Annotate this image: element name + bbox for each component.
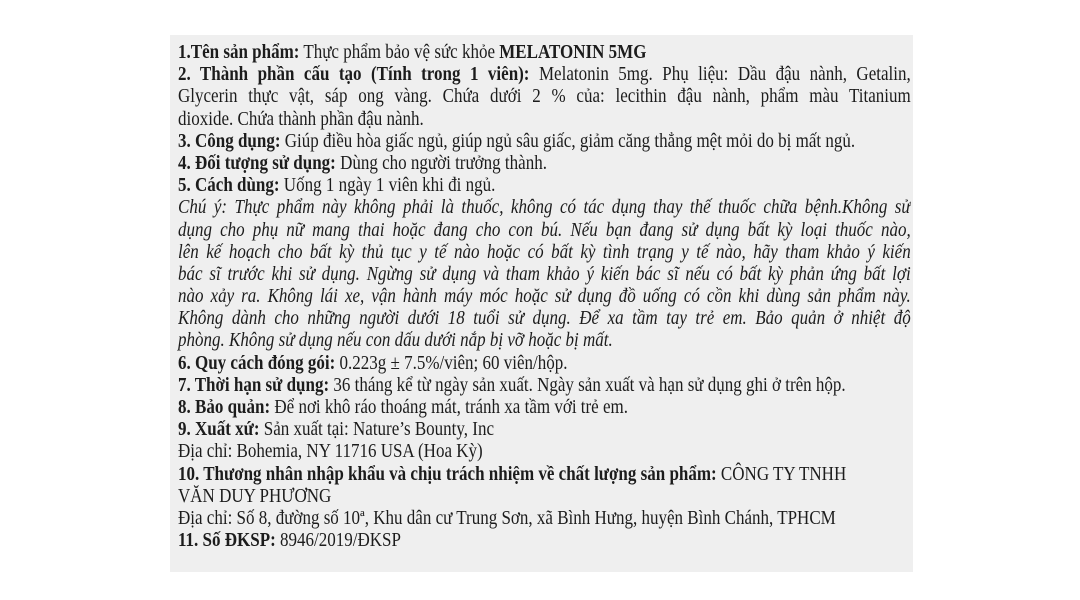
caution-line (178, 263, 911, 285)
line-text: 0.223g ± 7.5%/viên; 60 viên/hộp. (335, 351, 568, 374)
caution-line (178, 307, 911, 329)
line-text: lên kế hoạch cho bất kỳ thủ tục y tế nào hoặc có bất kỳ tình trạng y tế nào, hãy tham khảo ý kiến (178, 240, 911, 263)
line-text: Melatonin 5mg. Phụ liệu: Dầu đậu nành, Getalin, (529, 63, 911, 86)
line-label: 6. Quy cách đóng gói: (178, 351, 336, 374)
line-label: 7. Thời hạn sử dụng: (178, 373, 330, 396)
line-text: Chú ý: Thực phẩm này không phải là thuốc, không có tác dụng thay thế thuốc chữa bệnh.Không sử (178, 196, 911, 219)
info-line (178, 108, 911, 130)
line-text: dioxide. Chứa thành phần đậu nành. (178, 107, 424, 130)
line-text: 8946/2019/ĐKSP (275, 529, 401, 552)
line-text: Để nơi khô ráo thoáng mát, tránh xa tầm với trẻ em. (270, 396, 629, 418)
line-label: 11. Số ĐKSP: (178, 529, 276, 552)
line-label: 1.Tên sản phẩm: (178, 41, 300, 63)
line-text: Giúp điều hòa giấc ngủ, giúp ngủ sâu giấc, giảm căng thẳng mệt mỏi do bị mất ngủ. (280, 129, 856, 152)
info-line (178, 440, 911, 462)
line-label: 8. Bảo quản: (178, 396, 271, 418)
line-label: 10. Thương nhân nhập khẩu và chịu trách nhiệm về chất lượng sản phẩm: (178, 462, 717, 485)
caution-line (178, 196, 911, 218)
line-label: MELATONIN 5MG (499, 41, 647, 63)
line-label: 4. Đối tượng sử dụng: (178, 151, 336, 174)
line-text: dụng cho phụ nữ mang thai hoặc đang cho con bú. Nếu bạn đang sử dụng bất kỳ loại thuốc nào, (178, 218, 911, 241)
line-text: VĂN DUY PHƯƠNG (178, 484, 332, 507)
line-label: 3. Công dụng: (178, 129, 281, 152)
info-line (178, 352, 911, 374)
caution-line (178, 241, 911, 263)
line-text: Glycerin thực vật, sáp ong vàng. Chứa dưới 2 % của: lecithin đậu nành, phẩm màu Titanium (178, 85, 911, 108)
line-label: 2. Thành phần cấu tạo (Tính trong 1 viên): (178, 63, 530, 86)
info-line (178, 41, 911, 63)
info-line (178, 85, 911, 107)
caution-line (178, 219, 911, 241)
info-line (178, 529, 911, 551)
caution-line (178, 285, 911, 307)
line-text: phòng. Không sử dụng nếu con dấu dưới nắp bị vỡ hoặc bị mất. (178, 329, 613, 352)
line-text: Sản xuất tại: Nature’s Bounty, Inc (259, 418, 495, 441)
line-text: bác sĩ trước khi sử dụng. Ngừng sử dụng và tham khảo ý kiến bác sĩ nếu có bất kỳ phản ứng bất lợi (178, 262, 911, 285)
line-text: Dùng cho người trưởng thành. (335, 151, 547, 174)
line-label: 5. Cách dùng: (178, 174, 280, 197)
product-info-text (178, 41, 911, 551)
info-line (178, 130, 911, 152)
line-label: 9. Xuất xứ: (178, 418, 260, 441)
line-text: Địa chỉ: Bohemia, NY 11716 USA (Hoa Kỳ) (178, 440, 483, 463)
info-line (178, 396, 911, 418)
line-text: CÔNG TY TNHH (716, 462, 847, 485)
line-text: nào xảy ra. Không lái xe, vận hành máy móc hoặc sử dụng đồ uống có cồn khi dùng sản phẩm này. (178, 285, 911, 308)
info-line (178, 152, 911, 174)
info-line (178, 463, 911, 485)
product-info-panel (170, 35, 913, 572)
info-line (178, 418, 911, 440)
info-line (178, 174, 911, 196)
line-text: Địa chỉ: Số 8, đường số 10ª, Khu dân cư Trung Sơn, xã Bình Hưng, huyện Bình Chánh, TPHCM (178, 506, 836, 529)
info-line (178, 63, 911, 85)
line-text: Không dành cho những người dưới 18 tuổi sử dụng. Để xa tầm tay trẻ em. Bảo quản ở nhiệt độ (178, 307, 911, 330)
line-text: 36 tháng kể từ ngày sản xuất. Ngày sản xuất và hạn sử dụng ghi ở trên hộp. (329, 373, 846, 396)
line-text: Uống 1 ngày 1 viên khi đi ngủ. (279, 174, 496, 197)
line-text: Thực phẩm bảo vệ sức khỏe (299, 41, 500, 63)
info-line (178, 507, 911, 529)
info-line (178, 374, 911, 396)
caution-line (178, 329, 911, 351)
info-line (178, 485, 911, 507)
